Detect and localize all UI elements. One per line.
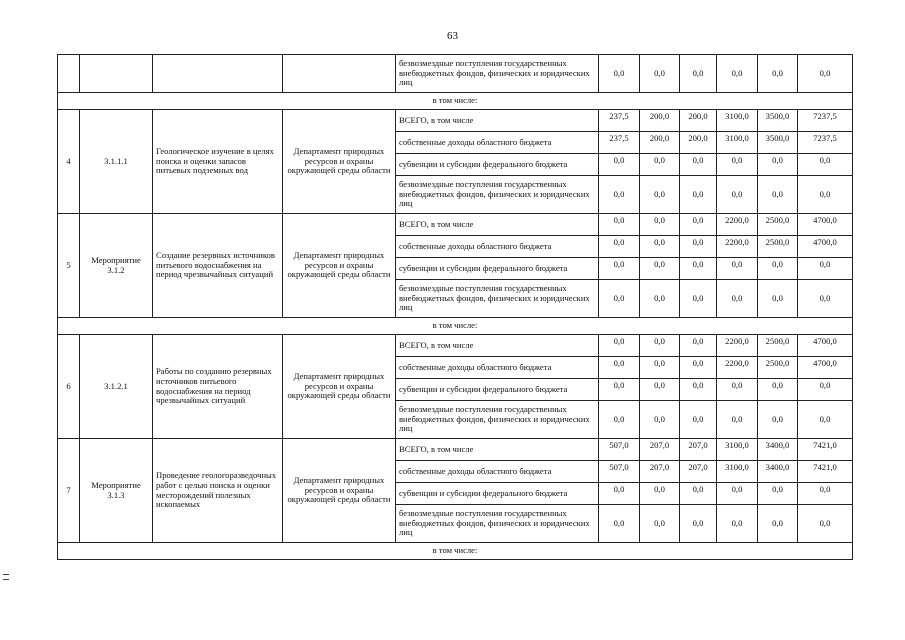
- source-label-cell: субвенции и субсидии федерального бюджета: [396, 379, 599, 401]
- value-cell: 0,0: [680, 401, 717, 439]
- value-cell: 2200,0: [717, 214, 758, 236]
- value-cell: 0,0: [599, 483, 640, 505]
- value-cell: 0,0: [758, 401, 798, 439]
- value-cell: 3400,0: [758, 439, 798, 461]
- value-cell: 207,0: [640, 439, 680, 461]
- source-label-cell: безвозмездные поступления государственных внебюджетных фондов, физических и юридических лиц: [396, 176, 599, 214]
- row-number-cell: 6: [58, 335, 80, 439]
- value-cell: 0,0: [680, 55, 717, 93]
- value-cell: 0,0: [798, 176, 853, 214]
- table-row: [58, 55, 853, 93]
- value-cell: 2200,0: [717, 236, 758, 258]
- value-cell: 0,0: [680, 214, 717, 236]
- value-cell: 0,0: [717, 154, 758, 176]
- value-cell: 0,0: [758, 483, 798, 505]
- value-cell: 0,0: [599, 401, 640, 439]
- value-cell: 0,0: [640, 236, 680, 258]
- value-cell: 0,0: [640, 335, 680, 357]
- value-cell: 200,0: [680, 110, 717, 132]
- value-cell: 0,0: [680, 483, 717, 505]
- name-cell: Работы по созданию резервных источников питьевого водоснабжения на период чрезвычайных ситуаций: [153, 335, 283, 439]
- including-label: в том числе:: [58, 93, 853, 110]
- value-cell: 4700,0: [798, 335, 853, 357]
- source-label-cell: собственные доходы областного бюджета: [396, 461, 599, 483]
- value-cell: 3400,0: [758, 461, 798, 483]
- value-cell: 507,0: [599, 461, 640, 483]
- value-cell: 4700,0: [798, 214, 853, 236]
- value-cell: 0,0: [599, 176, 640, 214]
- value-cell: 0,0: [680, 335, 717, 357]
- executor-cell: [283, 55, 396, 93]
- code-cell: Мероприятие 3.1.3: [80, 439, 153, 543]
- value-cell: 237,5: [599, 132, 640, 154]
- value-cell: 0,0: [798, 55, 853, 93]
- value-cell: 2200,0: [717, 357, 758, 379]
- value-cell: 0,0: [640, 379, 680, 401]
- value-cell: 207,0: [680, 461, 717, 483]
- value-cell: 200,0: [680, 132, 717, 154]
- source-label-cell: безвозмездные поступления государственных внебюджетных фондов, физических и юридических лиц: [396, 401, 599, 439]
- value-cell: 0,0: [798, 258, 853, 280]
- source-label-cell: субвенции и субсидии федерального бюджета: [396, 154, 599, 176]
- code-cell: [80, 55, 153, 93]
- value-cell: 7237,5: [798, 132, 853, 154]
- value-cell: 0,0: [640, 483, 680, 505]
- value-cell: 237,5: [599, 110, 640, 132]
- table-row: [58, 439, 853, 461]
- source-label-cell: ВСЕГО, в том числе: [396, 439, 599, 461]
- value-cell: 507,0: [599, 439, 640, 461]
- value-cell: 7237,5: [798, 110, 853, 132]
- value-cell: 207,0: [640, 461, 680, 483]
- table-row: [58, 214, 853, 236]
- executor-cell: Департамент природных ресурсов и охраны окружающей среды области: [283, 110, 396, 214]
- value-cell: 2500,0: [758, 214, 798, 236]
- value-cell: 0,0: [640, 505, 680, 543]
- executor-cell: Департамент природных ресурсов и охраны окружающей среды области: [283, 214, 396, 318]
- value-cell: 0,0: [680, 505, 717, 543]
- value-cell: 0,0: [717, 280, 758, 318]
- value-cell: 0,0: [599, 335, 640, 357]
- value-cell: 0,0: [640, 357, 680, 379]
- value-cell: 0,0: [798, 483, 853, 505]
- value-cell: 0,0: [680, 379, 717, 401]
- value-cell: 0,0: [717, 379, 758, 401]
- value-cell: 0,0: [680, 236, 717, 258]
- including-label: в том числе:: [58, 318, 853, 335]
- subheader-row: [58, 543, 853, 560]
- value-cell: 0,0: [599, 154, 640, 176]
- value-cell: 0,0: [640, 176, 680, 214]
- budget-table-body: [58, 55, 853, 560]
- value-cell: 0,0: [640, 55, 680, 93]
- value-cell: 2500,0: [758, 236, 798, 258]
- row-number-cell: 4: [58, 110, 80, 214]
- table-row: [58, 335, 853, 357]
- value-cell: 0,0: [798, 505, 853, 543]
- value-cell: 0,0: [599, 379, 640, 401]
- value-cell: 2500,0: [758, 357, 798, 379]
- name-cell: Создание резервных источников питьевого водоснабжения на период чрезвычайных ситуаций: [153, 214, 283, 318]
- name-cell: Геологическое изучение в целях поиска и оценки запасов питьевых подземных вод: [153, 110, 283, 214]
- source-label-cell: ВСЕГО, в том числе: [396, 214, 599, 236]
- value-cell: 3100,0: [717, 461, 758, 483]
- value-cell: 7421,0: [798, 461, 853, 483]
- value-cell: 0,0: [640, 214, 680, 236]
- value-cell: 207,0: [680, 439, 717, 461]
- value-cell: 0,0: [640, 258, 680, 280]
- margin-mark: [3, 579, 9, 580]
- source-label-cell: безвозмездные поступления государственных внебюджетных фондов, физических и юридических лиц: [396, 280, 599, 318]
- value-cell: 2500,0: [758, 335, 798, 357]
- value-cell: 0,0: [798, 401, 853, 439]
- source-label-cell: безвозмездные поступления государственных внебюджетных фондов, физических и юридических лиц: [396, 505, 599, 543]
- including-label: в том числе:: [58, 543, 853, 560]
- subheader-row: [58, 93, 853, 110]
- value-cell: 0,0: [717, 176, 758, 214]
- value-cell: 0,0: [599, 55, 640, 93]
- source-label-cell: собственные доходы областного бюджета: [396, 132, 599, 154]
- source-label-cell: собственные доходы областного бюджета: [396, 357, 599, 379]
- value-cell: 0,0: [717, 505, 758, 543]
- executor-cell: Департамент природных ресурсов и охраны окружающей среды области: [283, 335, 396, 439]
- value-cell: 2200,0: [717, 335, 758, 357]
- code-cell: 3.1.1.1: [80, 110, 153, 214]
- row-number-cell: [58, 55, 80, 93]
- value-cell: 4700,0: [798, 236, 853, 258]
- value-cell: 7421,0: [798, 439, 853, 461]
- value-cell: 0,0: [758, 154, 798, 176]
- value-cell: 0,0: [758, 258, 798, 280]
- subheader-row: [58, 318, 853, 335]
- code-cell: 3.1.2.1: [80, 335, 153, 439]
- value-cell: 4700,0: [798, 357, 853, 379]
- row-number-cell: 7: [58, 439, 80, 543]
- name-cell: Проведение геологоразведочных работ с целью поиска и оценки месторождений полезных ископаемых: [153, 439, 283, 543]
- value-cell: 3100,0: [717, 439, 758, 461]
- source-label-cell: ВСЕГО, в том числе: [396, 110, 599, 132]
- source-label-cell: безвозмездные поступления государственных внебюджетных фондов, физических и юридических лиц: [396, 55, 599, 93]
- source-label-cell: субвенции и субсидии федерального бюджета: [396, 483, 599, 505]
- value-cell: 0,0: [798, 154, 853, 176]
- value-cell: 0,0: [758, 379, 798, 401]
- value-cell: 0,0: [680, 154, 717, 176]
- row-number-cell: 5: [58, 214, 80, 318]
- value-cell: 0,0: [758, 280, 798, 318]
- source-label-cell: собственные доходы областного бюджета: [396, 236, 599, 258]
- value-cell: 0,0: [717, 55, 758, 93]
- value-cell: 0,0: [758, 176, 798, 214]
- value-cell: 0,0: [758, 505, 798, 543]
- value-cell: 0,0: [599, 505, 640, 543]
- value-cell: 0,0: [680, 357, 717, 379]
- value-cell: 0,0: [599, 258, 640, 280]
- value-cell: 3500,0: [758, 132, 798, 154]
- value-cell: 3100,0: [717, 132, 758, 154]
- value-cell: 0,0: [680, 176, 717, 214]
- value-cell: 0,0: [640, 154, 680, 176]
- value-cell: 0,0: [798, 379, 853, 401]
- table-row: [58, 110, 853, 132]
- page-number: 63: [447, 30, 458, 42]
- value-cell: 0,0: [717, 483, 758, 505]
- budget-table: [57, 54, 853, 560]
- value-cell: 0,0: [717, 258, 758, 280]
- margin-mark: [3, 574, 9, 575]
- value-cell: 0,0: [640, 401, 680, 439]
- name-cell: [153, 55, 283, 93]
- value-cell: 0,0: [798, 280, 853, 318]
- value-cell: 0,0: [758, 55, 798, 93]
- value-cell: 3100,0: [717, 110, 758, 132]
- value-cell: 0,0: [640, 280, 680, 318]
- code-cell: Мероприятие 3.1.2: [80, 214, 153, 318]
- value-cell: 0,0: [717, 401, 758, 439]
- value-cell: 0,0: [599, 357, 640, 379]
- value-cell: 3500,0: [758, 110, 798, 132]
- value-cell: 0,0: [599, 280, 640, 318]
- value-cell: 200,0: [640, 110, 680, 132]
- value-cell: 0,0: [599, 214, 640, 236]
- value-cell: 200,0: [640, 132, 680, 154]
- source-label-cell: субвенции и субсидии федерального бюджета: [396, 258, 599, 280]
- value-cell: 0,0: [680, 258, 717, 280]
- source-label-cell: ВСЕГО, в том числе: [396, 335, 599, 357]
- value-cell: 0,0: [680, 280, 717, 318]
- executor-cell: Департамент природных ресурсов и охраны окружающей среды области: [283, 439, 396, 543]
- value-cell: 0,0: [599, 236, 640, 258]
